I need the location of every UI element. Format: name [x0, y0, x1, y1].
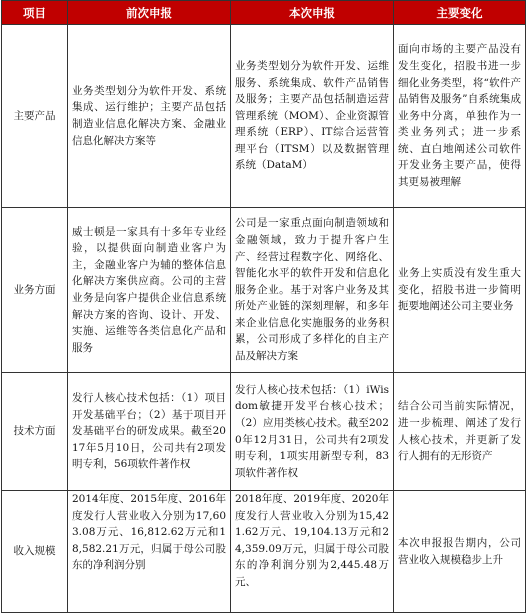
row-item: 业务方面	[2, 208, 68, 373]
row-change: 结合公司当前实际情况，进一步梳理、阐述了发行人核心技术，并更新了发行人拥有的无形资产	[394, 373, 526, 491]
row-previous-text: 2014年度、2015年度、2016年度发行人营业收入分别为17,603.08万元、16,812.62万元和18,582.21万元，归属于母公司股东的净利润分别	[72, 493, 226, 572]
comparison-table	[1, 0, 526, 613]
header-row	[2, 1, 526, 25]
header-item: 项目	[2, 1, 68, 25]
row-item: 收入规模	[2, 491, 68, 613]
row-current-text: 2018年度、2019年度、2020年度发行人营业收入分别为15,421.62万元、19,104.13万元和24,359.09万元，归属于母公司股东的净利润分别为2,445.48万元、	[235, 493, 389, 588]
row-previous	[68, 491, 231, 613]
table-row	[2, 373, 526, 491]
row-previous: 发行人核心技术包括：（1）项目开发基础平台；（2）基于项目开发基础平台的研发成果。截至2017年5月10日，公司共有2项发明专利，56项软件著作权	[68, 373, 231, 491]
row-current: 公司是一家重点面向制造领域和金融领域，致力于提升客户生产、经营过程数字化、网络化、智能化水平的软件开发和信息化服务企业。基于对客户业务及其所处产业链的深刻理解，和多年来企业信息化实施服务的业务积累，公司形成了多样化的自主产品及解决方案	[231, 208, 394, 373]
row-change: 本次申报报告期内，公司营业收入规模稳步上升	[394, 491, 526, 613]
row-change: 业务上实质没有发生重大变化，招股书进一步简明扼要地阐述公司主要业务	[394, 208, 526, 373]
row-current	[231, 491, 394, 613]
row-item: 技术方面	[2, 373, 68, 491]
row-current: 发行人核心技术包括：（1）iWisdom敏捷开发平台核心技术；（2）应用类核心技术。截至2020年12月31日，公司共有2项发明专利，1项实用新型专利，83项软件著作权	[231, 373, 394, 491]
row-current: 业务类型划分为软件开发、运维服务、系统集成、软件产品销售及服务；主要产品包括制造运营管理系统（MOM）、企业资源管理系统（ERP）、IT综合运营管理平台（ITSM）以及数据管理系统（DataM）	[231, 25, 394, 208]
header-previous: 前次申报	[68, 1, 231, 25]
header-current: 本次申报	[231, 1, 394, 25]
table-row	[2, 208, 526, 373]
header-change: 主要变化	[394, 1, 526, 25]
row-previous: 威士顿是一家具有十多年专业经验，以提供面向制造业客户为主，金融业客户为辅的整体信息化解决方案供应商。公司的主营业务是向客户提供企业信息系统解决方案的咨询、设计、开发、实施、运维等各类信息化产品和服务	[68, 208, 231, 373]
row-previous: 业务类型划分为软件开发、系统集成、运行维护；主要产品包括制造业信息化解决方案、金融业信息化解决方案等	[68, 25, 231, 208]
table-row	[2, 491, 526, 613]
row-change: 面向市场的主要产品没有发生变化，招股书进一步细化业务类型，将“软件产品销售及服务”自系统集成业务中分离，单独作为一类业务列式；进一步系统、直白地阐述公司软件开发业务主要产品，使得其更易被理解	[394, 25, 526, 208]
table-row	[2, 25, 526, 208]
row-item: 主要产品	[2, 25, 68, 208]
